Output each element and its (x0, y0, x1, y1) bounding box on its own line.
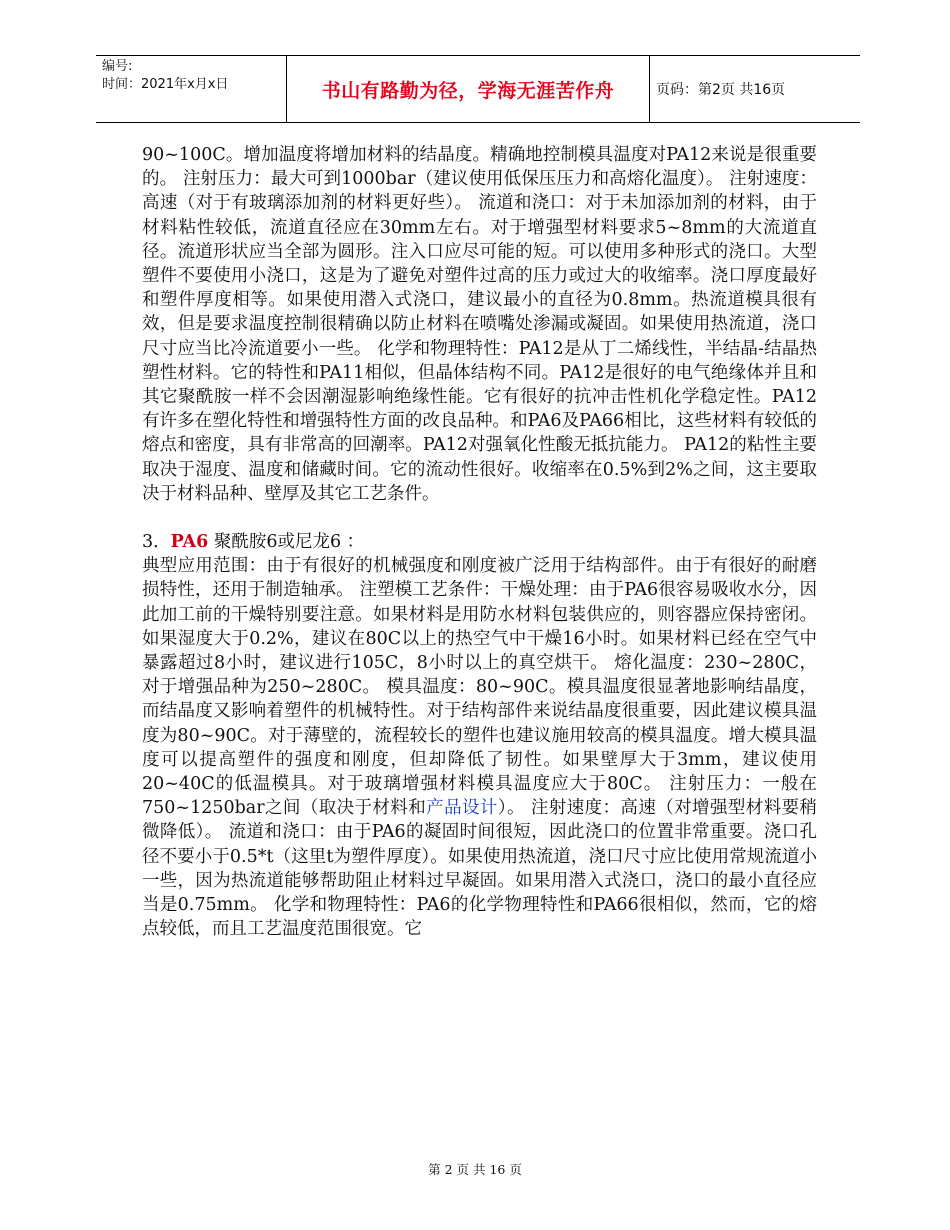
paragraph-pa12-process: 90~100C。增加温度将增加材料的结晶度。精确地控制模具温度对PA12来说是很重要的。 注射压力：最大可到1000bar（建议使用低保压压力和高熔化温度）。 注射速度：高速（对于有玻璃添加剂的材料更好些）。 流道和浇口：对于未加添加剂的材料，由于材料粘性较低，流道直径应在30mm左右。对于增强型材料要求5~8mm的大流道直径。流道形状应当全部为圆形。注入口应尽可能的短。可以使用多种形式的浇口。大型塑件不要使用小浇口，这是为了避免对塑件过高的压力或过大的收缩率。浇口厚度最好和塑件厚度相等。如果使用潜入式浇口，建议最小的直径为0.8mm。热流道模具很有效，但是要求温度控制很精确以防止材料在喷嘴处渗漏或凝固。如果使用热流道，浇口尺寸应当比冷流道要小一些。 化学和物理特性：PA12是从丁二烯线性，半结晶-结晶热塑性材料。它的特性和PA11相似，但晶体结构不同。PA12是很好的电气绝缘体并且和其它聚酰胺一样不会因潮湿影响绝缘性能。它有很好的抗冲击性机化学稳定性。PA12有许多在塑化特性和增强特性方面的改良品种。和PA6及PA66相比，这些材料有较低的熔点和密度，具有非常高的回潮率。PA12对强氧化性酸无抵抗能力。 PA12的粘性主要取决于湿度、温度和储藏时间。它的流动性很好。收缩率在0.5%到2%之间，这主要取决于材料品种、壁厚及其它工艺条件。 (142, 145, 817, 504)
section-code: PA6 (170, 532, 209, 553)
paragraph-spacer (142, 506, 817, 530)
page-header (96, 55, 860, 123)
paragraph-pa6 (142, 554, 817, 941)
date-label: 时间：2021年x月x日 (102, 77, 229, 92)
header-page-info: 页码：第2页 共16页 (656, 82, 786, 98)
paragraph-pa6-part1: 典型应用范围：由于有很好的机械强度和刚度被广泛用于结构部件。由于有很好的耐磨损特性，还用于制造轴承。 注塑模工艺条件：干燥处理：由于PA6很容易吸收水分，因此加工前的干燥特别要注意。如果材料是用防水材料包装供应的，则容器应保持密闭。如果湿度大于0.2%，建议在80C以上的热空气中干燥16小时。如果材料已经在空气中暴露超过8小时，建议进行105C，8小时以上的真空烘干。 熔化温度：230~280C，对于增强品种为250~280C。 模具温度：80~90C。模具温度很显著地影响结晶度，而结晶度又影响着塑件的机械特性。对于结构部件来说结晶度很重要，因此建议模具温度为80~90C。对于薄壁的，流程较长的塑件也建议施用较高的模具温度。增大模具温度可以提高塑件的强度和刚度，但却降低了韧性。如果壁厚大于3mm，建议使用20~40C的低温模具。对于玻璃增强材料模具温度应大于80C。 注射压力：一般在750~1250bar之间（取决于材料和 (142, 556, 817, 819)
header-meta (102, 58, 282, 94)
section-title: 聚酰胺6或尼龙6 ： (208, 532, 365, 553)
paragraph-pa6-part2: ）。 注射速度：高速（对增强型材料要稍微降低）。 流道和浇口：由于PA6的凝固时间很短，因此浇口的位置非常重要。浇口孔径不要小于0.5*t（这里t为塑件厚度）。如果使用热流道，浇口尺寸应比使用常规流道小一些，因为热流道能够帮助阻止材料过早凝固。如果用潜入式浇口，浇口的最小直径应当是0.75mm。 化学和物理特性：PA6的化学物理特性和PA66很相似，然而，它的熔点较低，而且工艺温度范围很宽。它 (142, 798, 818, 940)
product-design-link[interactable]: 产品设计 (426, 798, 498, 819)
document-body (142, 143, 817, 942)
section-number: 3． (142, 532, 171, 553)
header-motto: 书山有路勤为径，学海无涯苦作舟 (286, 56, 650, 122)
page-footer: 第 2 页 共 16 页 (428, 1162, 522, 1177)
section-heading-pa6 (142, 530, 817, 554)
document-number-label: 编号: (102, 59, 133, 74)
